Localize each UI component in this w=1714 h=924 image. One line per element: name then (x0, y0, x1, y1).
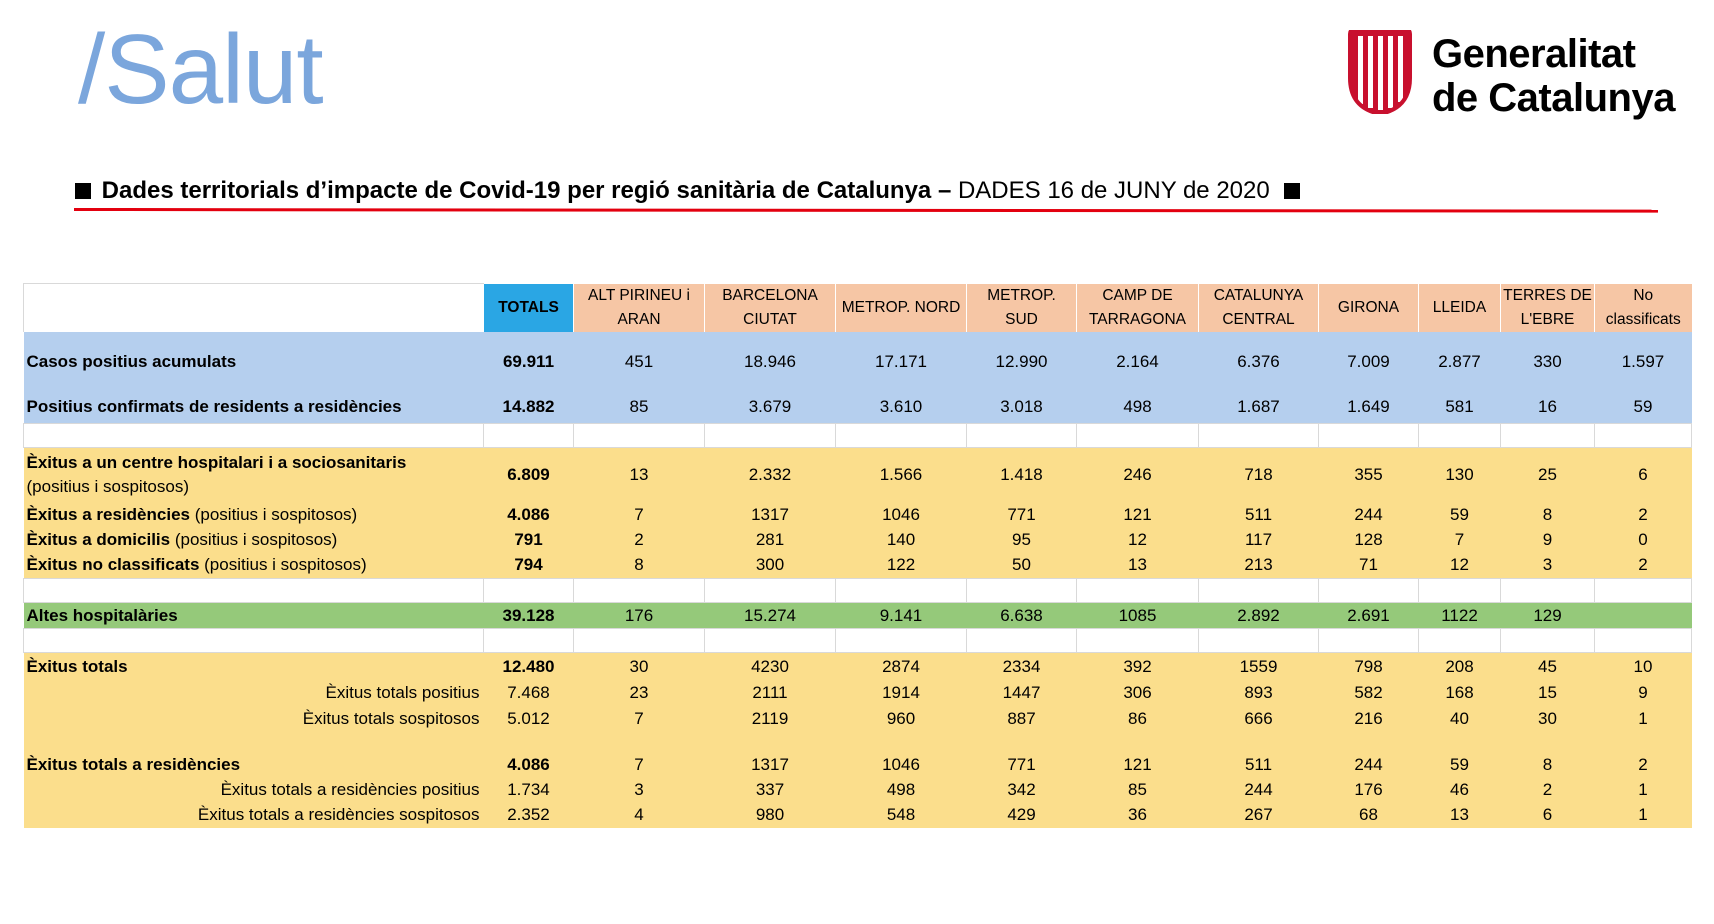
col-header: BARCELONA CIUTAT (705, 284, 836, 332)
cell: 498 (1077, 392, 1199, 424)
spacer-cell (1199, 579, 1319, 603)
cell: 3.679 (705, 392, 836, 424)
cell: 168 (1419, 681, 1501, 706)
spacer-cell (1199, 629, 1319, 653)
cell: 2.892 (1199, 603, 1319, 629)
spacer-cell (967, 732, 1077, 752)
spacer-row (24, 579, 1692, 603)
cell: 1.687 (1199, 392, 1319, 424)
cell: 59 (1419, 502, 1501, 528)
cell: 129 (1501, 603, 1595, 629)
cell: 7 (574, 706, 705, 732)
cell: 771 (967, 502, 1077, 528)
cell: 9 (1501, 528, 1595, 553)
cell: 9 (1595, 681, 1692, 706)
cell: 12 (1419, 553, 1501, 579)
cell: 980 (705, 803, 836, 828)
spacer-cell (1319, 424, 1419, 448)
cell: 1317 (705, 752, 836, 778)
spacer-cell (836, 732, 967, 752)
cell: 7 (1419, 528, 1501, 553)
cell: 176 (574, 603, 705, 629)
row-label (24, 448, 484, 502)
spacer-cell (836, 579, 967, 603)
cell: 2111 (705, 681, 836, 706)
spacer-cell (1077, 629, 1199, 653)
spacer-cell (1319, 629, 1419, 653)
cell: 1085 (1077, 603, 1199, 629)
cell: 45 (1501, 653, 1595, 681)
cell: 122 (836, 553, 967, 579)
covid-data-table (23, 283, 1692, 828)
cell: 300 (705, 553, 836, 579)
cell: 1 (1595, 778, 1692, 803)
header-blank (24, 284, 484, 332)
cell: 15.274 (705, 603, 836, 629)
cell: 86 (1077, 706, 1199, 732)
spacer-cell (1319, 732, 1419, 752)
col-header: METROP. NORD (836, 284, 967, 332)
cell: 798 (1319, 653, 1419, 681)
generalitat-line-2: de Catalunya (1432, 76, 1675, 120)
cell: 244 (1199, 778, 1319, 803)
cell: 85 (1077, 778, 1199, 803)
cell: 337 (705, 778, 836, 803)
row-label: Èxitus totals a residències sospitosos (24, 803, 484, 828)
row-label: Èxitus totals positius (24, 681, 484, 706)
cell: 2 (574, 528, 705, 553)
spacer-cell (574, 424, 705, 448)
salut-logo-text: /Salut (78, 14, 323, 124)
cell: 511 (1199, 502, 1319, 528)
cell: 1317 (705, 502, 836, 528)
cell: 6 (1501, 803, 1595, 828)
cell: 176 (1319, 778, 1419, 803)
table-row (24, 528, 1692, 553)
cell: 13 (1419, 803, 1501, 828)
cell: 121 (1077, 502, 1199, 528)
spacer-cell (836, 629, 967, 653)
cell: 498 (836, 778, 967, 803)
spacer-cell (705, 424, 836, 448)
cell: 8 (574, 553, 705, 579)
page-title (75, 176, 1300, 206)
cell: 330 (1501, 332, 1595, 392)
cell: 46 (1419, 778, 1501, 803)
cell: 893 (1199, 681, 1319, 706)
cell: 59 (1595, 392, 1692, 424)
spacer-row (24, 424, 1692, 448)
cell: 281 (705, 528, 836, 553)
cell: 140 (836, 528, 967, 553)
cell: 3.018 (967, 392, 1077, 424)
cell: 2119 (705, 706, 836, 732)
cell: 8 (1501, 752, 1595, 778)
cell: 95 (967, 528, 1077, 553)
spacer-cell (24, 732, 484, 752)
row-label-bold: Èxitus a residències (26, 504, 190, 524)
square-bullet-icon (1284, 183, 1300, 199)
cell: 6.638 (967, 603, 1077, 629)
cell: 244 (1319, 752, 1419, 778)
row-label (24, 553, 484, 579)
spacer-cell (1419, 629, 1501, 653)
row-label: Positius confirmats de residents a residències (24, 392, 484, 424)
cell: 128 (1319, 528, 1419, 553)
spacer-cell (484, 424, 574, 448)
cell: 71 (1319, 553, 1419, 579)
cell: 13 (1077, 553, 1199, 579)
spacer-cell (1501, 579, 1595, 603)
cell: 18.946 (705, 332, 836, 392)
cell: 355 (1319, 448, 1419, 502)
col-header: CAMP DE TARRAGONA (1077, 284, 1199, 332)
cell: 50 (967, 553, 1077, 579)
table-row (24, 752, 1692, 778)
spacer-row (24, 629, 1692, 653)
spacer-cell (24, 424, 484, 448)
cell: 68 (1319, 803, 1419, 828)
row-label-bold: Èxitus no classificats (26, 555, 200, 575)
cell: 1122 (1419, 603, 1501, 629)
spacer-cell (1595, 732, 1692, 752)
cell: 216 (1319, 706, 1419, 732)
row-label: Èxitus totals sospitosos (24, 706, 484, 732)
cell: 2 (1595, 752, 1692, 778)
table-row (24, 332, 1692, 392)
table-row (24, 803, 1692, 828)
cell: 718 (1199, 448, 1319, 502)
row-label-note: (positius i sospitosos) (194, 504, 358, 524)
cell: 267 (1199, 803, 1319, 828)
cell: 246 (1077, 448, 1199, 502)
table-row (24, 778, 1692, 803)
cell: 7 (574, 502, 705, 528)
cell: 2.691 (1319, 603, 1419, 629)
col-header: TOTALS (484, 284, 574, 332)
spacer-cell (1077, 732, 1199, 752)
cell: 771 (967, 752, 1077, 778)
cell: 1447 (967, 681, 1077, 706)
col-header: CATALUNYA CENTRAL (1199, 284, 1319, 332)
cell: 85 (574, 392, 705, 424)
cell: 511 (1199, 752, 1319, 778)
spacer-row (24, 732, 1692, 752)
spacer-cell (1077, 579, 1199, 603)
spacer-cell (705, 732, 836, 752)
cell: 39.128 (484, 603, 574, 629)
cell: 2.332 (705, 448, 836, 502)
cell: 791 (484, 528, 574, 553)
generalitat-logo (1344, 30, 1704, 125)
cell: 121 (1077, 752, 1199, 778)
cell: 8 (1501, 502, 1595, 528)
cell: 342 (967, 778, 1077, 803)
spacer-cell (1595, 629, 1692, 653)
spacer-cell (967, 629, 1077, 653)
spacer-cell (484, 579, 574, 603)
row-label: Èxitus totals a residències positius (24, 778, 484, 803)
spacer-cell (1419, 424, 1501, 448)
cell: 6.376 (1199, 332, 1319, 392)
table-row (24, 681, 1692, 706)
cell: 3 (1501, 553, 1595, 579)
table-row (24, 392, 1692, 424)
spacer-cell (705, 629, 836, 653)
spacer-cell (705, 579, 836, 603)
cell: 30 (574, 653, 705, 681)
cell: 1559 (1199, 653, 1319, 681)
cell: 2.164 (1077, 332, 1199, 392)
cell: 581 (1419, 392, 1501, 424)
cell: 7.009 (1319, 332, 1419, 392)
cell: 1 (1595, 803, 1692, 828)
cell: 36 (1077, 803, 1199, 828)
col-header: METROP. SUD (967, 284, 1077, 332)
cell: 244 (1319, 502, 1419, 528)
spacer-cell (574, 579, 705, 603)
cell: 4 (574, 803, 705, 828)
row-label (24, 502, 484, 528)
table-row (24, 502, 1692, 528)
cell: 2334 (967, 653, 1077, 681)
row-label-bold: Èxitus a un centre hospitalari i a sociosanitaris (26, 452, 407, 472)
title-bold: Dades territorials d’impacte de Covid-19 per regió sanitària de Catalunya – (101, 177, 952, 204)
cell: 117 (1199, 528, 1319, 553)
cell: 1046 (836, 752, 967, 778)
spacer-cell (1501, 732, 1595, 752)
title-underline (74, 208, 1658, 213)
spacer-cell (1319, 579, 1419, 603)
cell: 12.480 (484, 653, 574, 681)
cell (1595, 603, 1692, 629)
table-row (24, 448, 1692, 502)
cell: 4230 (705, 653, 836, 681)
spacer-cell (484, 629, 574, 653)
cell: 1046 (836, 502, 967, 528)
cell: 548 (836, 803, 967, 828)
cell: 10 (1595, 653, 1692, 681)
spacer-cell (1419, 732, 1501, 752)
spacer-cell (1419, 579, 1501, 603)
cell: 130 (1419, 448, 1501, 502)
row-label: Altes hospitalàries (24, 603, 484, 629)
cell: 582 (1319, 681, 1419, 706)
square-bullet-icon (75, 183, 91, 199)
cell: 4.086 (484, 752, 574, 778)
cell: 3 (574, 778, 705, 803)
spacer-cell (574, 732, 705, 752)
row-label: Èxitus totals a residències (24, 752, 484, 778)
cell: 429 (967, 803, 1077, 828)
cell: 2 (1595, 502, 1692, 528)
cell: 9.141 (836, 603, 967, 629)
table-row (24, 603, 1692, 629)
cell: 15 (1501, 681, 1595, 706)
header-row (24, 284, 1692, 332)
spacer-cell (836, 424, 967, 448)
generalitat-name (1432, 32, 1675, 120)
col-header: TERRES DE L'EBRE (1501, 284, 1595, 332)
spacer-cell (574, 629, 705, 653)
table-row (24, 553, 1692, 579)
table-row (24, 653, 1692, 681)
cell: 69.911 (484, 332, 574, 392)
cell: 23 (574, 681, 705, 706)
cell: 1.734 (484, 778, 574, 803)
spacer-cell (1077, 424, 1199, 448)
cell: 794 (484, 553, 574, 579)
cell: 1.649 (1319, 392, 1419, 424)
cell: 6.809 (484, 448, 574, 502)
spacer-cell (1199, 424, 1319, 448)
spacer-cell (484, 732, 574, 752)
cell: 451 (574, 332, 705, 392)
cell: 25 (1501, 448, 1595, 502)
row-label-note: (positius i sospitosos) (26, 476, 190, 496)
cell: 16 (1501, 392, 1595, 424)
generalitat-line-1: Generalitat (1432, 32, 1636, 76)
cell: 1.597 (1595, 332, 1692, 392)
cell: 213 (1199, 553, 1319, 579)
title-date: DADES 16 de JUNY de 2020 (957, 177, 1270, 204)
cell: 5.012 (484, 706, 574, 732)
cell: 12 (1077, 528, 1199, 553)
cell: 30 (1501, 706, 1595, 732)
row-label-bold: Èxitus a domicilis (26, 530, 171, 549)
cell: 666 (1199, 706, 1319, 732)
cell: 1 (1595, 706, 1692, 732)
cell: 3.610 (836, 392, 967, 424)
cell: 306 (1077, 681, 1199, 706)
cell: 2.352 (484, 803, 574, 828)
cell: 2874 (836, 653, 967, 681)
col-header: No classificats (1595, 284, 1692, 332)
cell: 392 (1077, 653, 1199, 681)
cell: 2 (1501, 778, 1595, 803)
cell: 960 (836, 706, 967, 732)
cell: 0 (1595, 528, 1692, 553)
spacer-cell (1595, 424, 1692, 448)
cell: 1.566 (836, 448, 967, 502)
cell: 7 (574, 752, 705, 778)
senyera-crest-icon (1344, 30, 1416, 114)
spacer-cell (1595, 579, 1692, 603)
row-label-note: (positius i sospitosos) (174, 530, 338, 549)
cell: 1.418 (967, 448, 1077, 502)
cell: 12.990 (967, 332, 1077, 392)
cell: 59 (1419, 752, 1501, 778)
col-header: GIRONA (1319, 284, 1419, 332)
spacer-cell (24, 579, 484, 603)
cell: 2 (1595, 553, 1692, 579)
cell: 40 (1419, 706, 1501, 732)
row-label-note: (positius i sospitosos) (204, 555, 367, 575)
cell: 208 (1419, 653, 1501, 681)
cell: 887 (967, 706, 1077, 732)
col-header: LLEIDA (1419, 284, 1501, 332)
cell: 1914 (836, 681, 967, 706)
spacer-cell (967, 424, 1077, 448)
cell: 7.468 (484, 681, 574, 706)
spacer-cell (967, 579, 1077, 603)
row-label (24, 528, 484, 553)
spacer-cell (1501, 424, 1595, 448)
cell: 6 (1595, 448, 1692, 502)
cell: 4.086 (484, 502, 574, 528)
row-label: Èxitus totals (24, 653, 484, 681)
spacer-cell (1199, 732, 1319, 752)
row-label: Casos positius acumulats (24, 332, 484, 392)
cell: 2.877 (1419, 332, 1501, 392)
cell: 13 (574, 448, 705, 502)
col-header: ALT PIRINEU i ARAN (574, 284, 705, 332)
cell: 17.171 (836, 332, 967, 392)
spacer-cell (24, 629, 484, 653)
cell: 14.882 (484, 392, 574, 424)
spacer-cell (1501, 629, 1595, 653)
table-row (24, 706, 1692, 732)
